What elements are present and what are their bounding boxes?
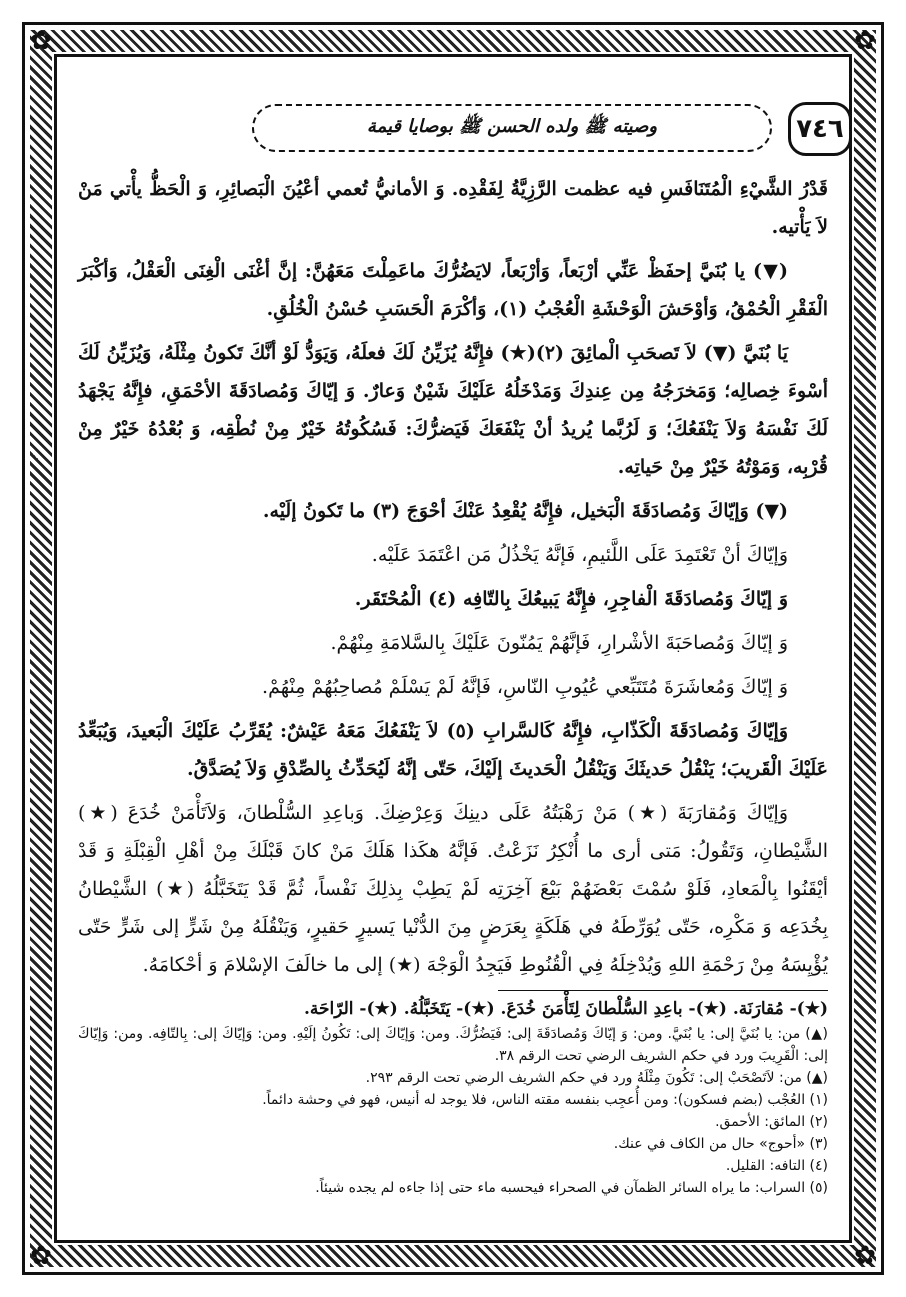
paragraph: وَإيّاكَ أنْ تَعْتَمِدَ عَلَى اللَّئيمِ، فَإنَّهُ يَخْذُلُ مَن اعْتَمَدَ عَلَيْه. bbox=[371, 544, 788, 566]
paragraph: (▼) يا بُنَيَّ إحفَظْ عَنِّي أرْبَعاً، وَأرْبَعاً، لايَضُرُّكَ ماعَمِلْتَ مَعَهُنَّ: إنَّ أغْنَى الْغِنَى الْعَقْلُ، وَأكْبَرَ الْفَقْرِ الْحُمْقُ، وَأوْحَشَ الْوَحْشَةِ الْعُجْبُ (١)، وَأكْرَمَ الْحَسَبِ حُسْنُ الْخُلُقِ. bbox=[78, 260, 828, 320]
footnote: (٥) السراب: ما يراه السائر الظمآن في الصحراء فيحسبه ماء حتى إذا جاءه لم يجده شيئاً. bbox=[315, 1180, 828, 1196]
running-title: وصيته ﷺ ولده الحسن ﷺ بوصايا قيمة bbox=[252, 104, 772, 152]
paragraph: وَ إيّاكَ وَمُصاحَبَةَ الأشْرارِ، فَإنَّهُمْ يَمُنّونَ عَلَيْكَ بِالسَّلامَةِ مِنْهُمْ. bbox=[330, 632, 788, 654]
glosses: (★)- مُقارَنَة. (★)- باعِدِ السُّلْطانَ لِتَأْمَنَ خُدَعَ. (★)- يَتَخَبَّلُهُ. (★)- الرّاحَة. bbox=[303, 999, 828, 1019]
page-number: ٧٤٦ bbox=[788, 102, 852, 156]
paragraph: وَ إيّاكَ وَمُصادَقَةَ الْفاجِرِ، فإِنَّهُ يَبيعُكَ بِالتّافِه (٤) الْمُحْتَقَر. bbox=[354, 588, 788, 610]
paragraph: وَإيّاكَ وَمُقارَبَةَ (★) مَنْ رَهْبَتُهُ عَلَى دينِكَ وَعِرْضِكَ. وَباعِدِ السُّلْطانَ، وَلاَتَأْمَنْ خُدَعَ (★) الشَّيْطانِ، وَتَقُولُ: مَتى أرى ما أُنْكِرُ نَزَعْتُ. فَإنَّهُ هكَذا هَلَكَ مَنْ كانَ قَبْلَكَ مِنْ أهْلِ الْقِبْلَةِ وَ قَدْ أيْقَنُوا بِالْمَعادِ، فَلَوْ سُمْتَ بَعْضَهُمْ بَيْعَ آخِرَتِه لَمْ يَطِبْ بِذلِكَ نَفْساً، ثُمَّ قَدْ يَتَخَبَّلُهُ (★) الشَّيْطانُ بِخُدَعِه وَ مَكْرِه، حَتّى يُوَرِّطَهُ في هَلَكَةٍ بِعَرَضٍ مِنَ الدُّنْيا يَسيرٍ حَقيرٍ، وَيَنْقُلَهُ مِنْ شَرٍّ إلى شَرٍّ حَتّى يُؤْيِسَهُ مِنْ رَحْمَةِ اللهِ وَيُدْخِلَهُ فِي الْقُنُوطِ فَيَجِدُ الْوَجْهَ (★) إلى ما خالَفَ الإسْلامَ وَ أحْكامَهُ. bbox=[78, 802, 828, 976]
paragraph: يَا بُنَيَّ (▼) لاَ تَصحَبِ الْمائِقَ (٢)(★) فإِنَّهُ يُزَيِّنُ لَكَ فعلَهُ، وَيَوَدُّ لَوْ أنَّكَ تَكونُ مِثْلَهُ، وَيُزَيِّنُ لَكَ أسْوءَ خِصالِه؛ وَمَخرَجُهُ مِن عِندِكَ وَمَدْخَلُهُ عَلَيْكَ شَيْنٌ وَعارٌ. وَ إيّاكَ وَمُصادَقَةَ الأحْمَقِ، فإِنَّهُ يَجْهَدُ لَكَ نَفْسَهُ وَلاَ يَنْفَعُكَ؛ وَ لَرُبَّما يُريدُ أنْ يَنْفَعَكَ فَيَضرُّكَ: فَسُكُوتُهُ خَيْرٌ مِنْ نُطْقِه، وَ بُعْدُهُ خَيْرٌ مِنْ قُرْبِه، وَمَوْتُهُ خَيْرٌ مِنْ حَياتِه. bbox=[78, 342, 828, 478]
paragraph: قَدْرُ الشَّيْءِ الْمُتَنَافَسِ فيه عظمت الرَّزِيَّةُ لِفَقْدِه. وَ الأمانيُّ تُعمي أعْيُنَ الْبَصائِرِ، وَ الْحَظُّ يأْتي مَنْ لاَ يَأْتيه. bbox=[78, 178, 828, 238]
paragraph: (▼) وَإيّاكَ وَمُصادَقَةَ الْبَخيل، فإِنَّهُ يُقْعِدُ عَنْكَ أحْوَجَ (٣) ما تَكونُ إلَيْه. bbox=[262, 500, 788, 522]
footnote: (▲) من: لاَتَصْحَبْ إلى: تَكُونَ مِثْلَهُ ورد في حكم الشريف الرضي تحت الرقم ٢٩٣. bbox=[365, 1070, 828, 1086]
corner-ornament-icon: ✿ bbox=[30, 1241, 52, 1271]
footnote: (▲) من: يا بُنَيَّ إلى: يا بُنَيَّ. ومن: وَ إيّاكَ وَمُصادَقَةَ إلى: فَيَضُرُّكَ. ومن: وَإيّاكَ إلى: تَكُونُ إلَيْهِ. ومن: وَإيّاكَ إلى: بِالتّافِه. ومن: وَإيّاكَ إلى: الْقَرِيبَ ورد في حكم الشريف الرضي تحت الرقم ٣٨. bbox=[78, 1026, 828, 1064]
corner-ornament-icon: ✿ bbox=[854, 26, 876, 56]
footnote-separator bbox=[498, 990, 828, 991]
footnote: (٣) «أحوج» حال من الكاف في عنك. bbox=[613, 1136, 828, 1152]
corner-ornament-icon: ✿ bbox=[30, 26, 52, 56]
paragraph: وَ إيّاكَ وَمُعاشَرَةَ مُتَتَبِّعي عُيُوبِ النّاسِ، فَإنَّهُ لَمْ يَسْلَمْ مُصاحِبُهُمْ مِنْهُمْ. bbox=[262, 676, 788, 698]
paragraph: وَإيّاكَ وَمُصادَقَةَ الْكَذّابِ، فإِنَّهُ كَالسَّرابِ (٥) لاَ يَنْفَعُكَ مَعَهُ عَيْشٌ: يُقَرِّبُ عَلَيْكَ الْبَعيدَ، وَيُبَعِّدُ عَلَيْكَ الْقَريبَ؛ يَنْقُلُ حَديثَكَ وَيَنْقُلُ الْحَديثَ إلَيْكَ، حَتّى إنَّهُ لَيُحَدِّثُ بِالصِّدْقِ وَلاَ يُصَدَّقُ. bbox=[78, 720, 828, 780]
footnote: (١) العُجْب (بضم فسكون): ومن أُعجِب بنفسه مقته الناس، فلا يوجد له أنيس، فهو في وحشة دائماً. bbox=[262, 1092, 828, 1108]
main-text bbox=[78, 170, 828, 1199]
footnote: (٤) التافه: القليل. bbox=[725, 1158, 828, 1174]
page-header bbox=[62, 98, 852, 162]
footnote: (٢) المائق: الأحمق. bbox=[715, 1114, 828, 1130]
corner-ornament-icon: ✿ bbox=[854, 1241, 876, 1271]
